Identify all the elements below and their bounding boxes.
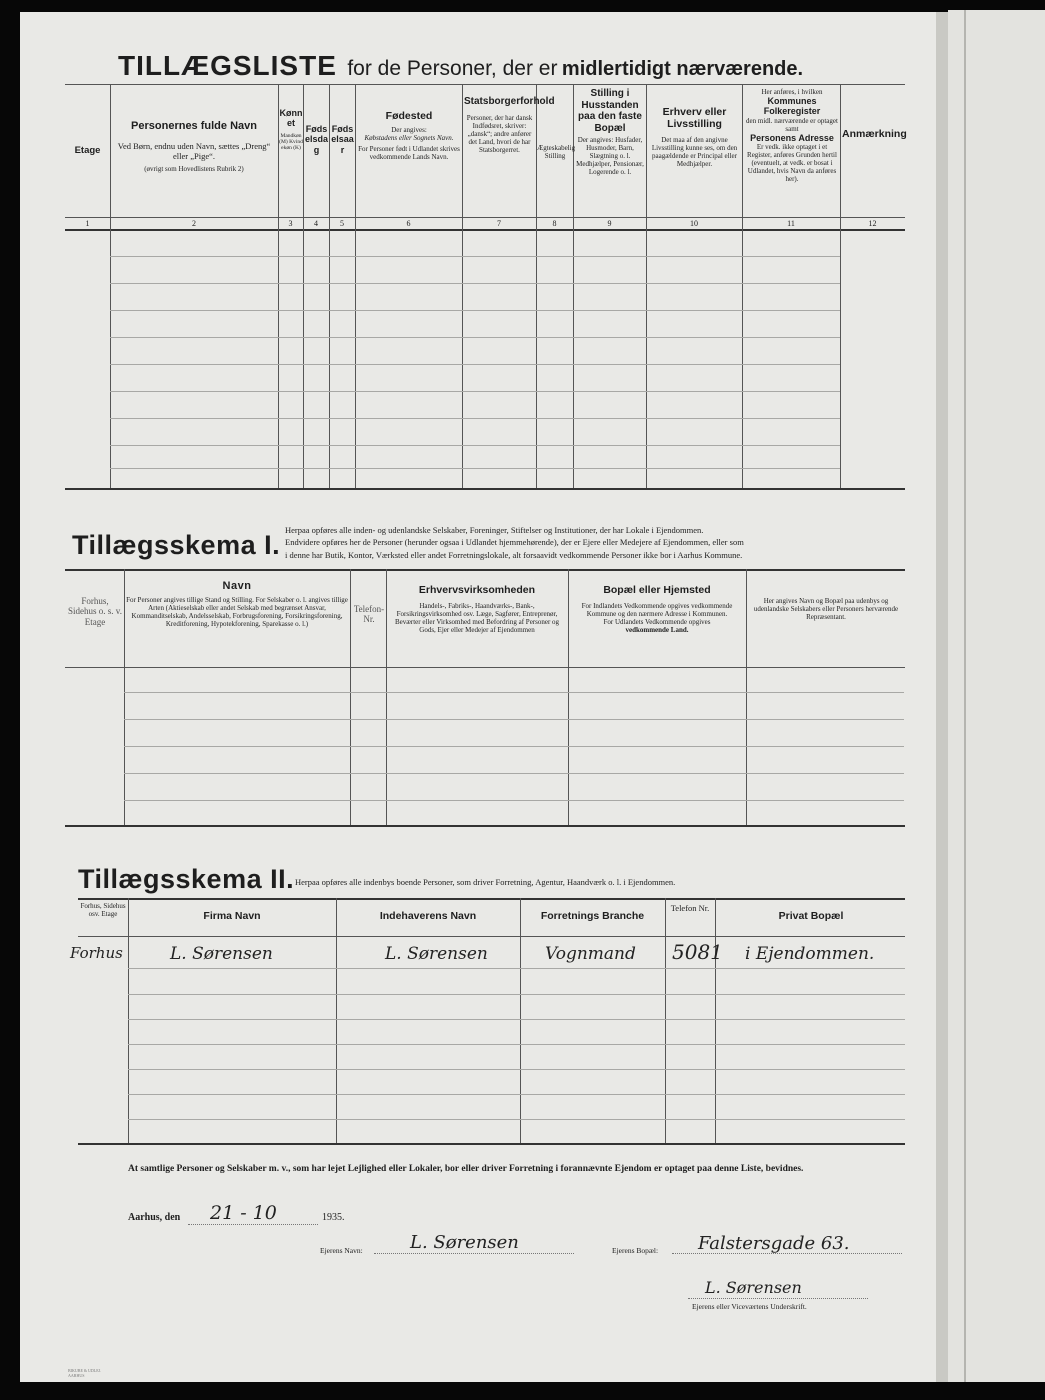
owner-name-handwritten: L. Sørensen — [410, 1232, 519, 1253]
col-register-title2: Personens Adresse — [750, 132, 834, 143]
schema1-intro-line: Endvidere opføres her de Personer (herunder ogsaa i Udlandet hjemmehørende), der er Ejere eller Medejere af Ejendommen, eller som — [285, 537, 744, 548]
col-birthplace-note3: For Personer født i Udlandet skrives vedkommende Lands Navn. — [358, 145, 460, 162]
col-name-header — [112, 120, 276, 173]
schema2-row-rule — [128, 968, 905, 969]
schema1-row-rule — [124, 692, 904, 693]
schema1-intro — [285, 524, 925, 561]
col-citizenship-title: Statsborgerforhold — [464, 96, 555, 107]
schema2-col-divider — [128, 898, 129, 1143]
form-title — [118, 50, 918, 82]
schema2-col-phone: Telefon Nr. — [670, 903, 710, 913]
schema1-intro-line: Herpaa opføres alle inden- og udenlandske Selskaber, Foreninger, Stiftelser og Institutioner, der har Lokale i Ejendommen. — [285, 525, 704, 535]
schema1-bottom-rule — [65, 825, 905, 827]
schema1-col-representative: Her angives Navn og Bopæl paa udenbys og udenlandske Selskabers eller Personers herværende Repræsentant. — [753, 597, 899, 622]
col-birthplace-header — [357, 110, 461, 161]
col-birthplace-note2: Købstadens eller Sognets Navn. — [364, 134, 454, 143]
col-number: 3 — [288, 219, 293, 228]
col-number: 8 — [552, 219, 557, 228]
date-dotted-line — [188, 1224, 318, 1225]
col-number: 9 — [607, 219, 612, 228]
col-number: 10 — [690, 219, 698, 228]
col-number: 7 — [497, 219, 501, 228]
signature-label: Ejerens eller Viceværtens Underskrift. — [692, 1302, 807, 1311]
schema1-row-rule — [124, 773, 904, 774]
list-row-rule — [110, 337, 840, 338]
title-bold-end: midlertidigt nærværende. — [561, 58, 804, 80]
owner-address-label: Ejerens Bopæl: — [612, 1246, 659, 1255]
schema2-col-divider — [520, 898, 521, 1143]
col-name-note: Ved Børn, endnu uden Navn, sættes „Dreng“ eller „Pige“. — [117, 140, 271, 161]
attestation-text: At samtlige Personer og Selskaber m. v., som har lejet Lejlighed eller Lokaler, bor eller driver Forretning i forannævnte Ejendom er optaget paa denne Liste, bevidnes. — [128, 1164, 804, 1174]
schema1-col-residence-note1: For Indlandets Vedkommende opgives vedkommende Kommune og den nærmere Adresse i Kommunen. — [581, 602, 733, 619]
list-col-divider — [462, 84, 463, 488]
col-number: 12 — [868, 219, 877, 228]
schema2-col-divider — [336, 898, 337, 1143]
schema2-col-firm: Firma Navn — [203, 910, 261, 922]
schema1-col-divider — [350, 569, 351, 825]
adjacent-page-edge — [948, 10, 1045, 1382]
col-citizenship-note: Personer, der har dansk Indfødsret, skriver: „dansk“; andre anfører det Land, hvori de har Statsborgerret. — [466, 113, 533, 154]
col-name-title: Personernes fulde Navn — [131, 120, 257, 132]
col-etage-header: Etage — [74, 145, 101, 156]
col-household-title: Stilling i Husstanden paa den faste — [578, 88, 642, 122]
col-household-header — [574, 88, 646, 176]
schema1-top-rule — [65, 569, 905, 571]
col-number: 4 — [314, 219, 318, 228]
schema1-col-divider — [124, 569, 125, 825]
schema1-col-business-title: Erhvervsvirksomheden — [418, 584, 536, 596]
schema1-col-residence-title: Bopæl eller Hjemsted — [603, 584, 711, 596]
col-number: 5 — [340, 219, 344, 228]
col-register-pre: Her anføres, i hvilken — [761, 88, 823, 96]
list-bottom-rule — [65, 488, 905, 490]
schema2-row1-floor: Forhus — [70, 944, 123, 962]
schema1-header-rule — [65, 667, 905, 668]
title-main: TILLÆGSLISTE — [118, 50, 337, 81]
col-household-note: Der angives: Husfader, Husmoder, Barn, Slægtning o. l. Medhjælper, Pensionær, Logerende o. l. — [576, 136, 644, 177]
col-register-mid: den midl. nærværende er optaget samt — [746, 116, 838, 133]
schema2-bottom-rule — [78, 1143, 905, 1145]
schema1-col-name-title: Navn — [222, 580, 252, 592]
schema2-header-rule — [78, 936, 905, 937]
schema1-col-floor: Forhus, Sidehus o. s. v. Etage — [68, 596, 122, 627]
col-name-note2: (øvrigt som Hovedlistens Rubrik 2) — [144, 165, 244, 174]
col-number: 1 — [85, 219, 90, 228]
year-label: 1935. — [322, 1212, 345, 1223]
schema2-row1-firm: L. Sørensen — [170, 944, 273, 964]
schema1-col-residence-note2: For Udlandets Vedkommende opgives — [603, 618, 711, 627]
owner-name-label: Ejerens Navn: — [320, 1246, 363, 1255]
schema2-top-rule — [78, 898, 905, 900]
col-occupation-title: Erhverv eller Livsstilling — [662, 106, 727, 131]
list-row-rule — [110, 418, 840, 419]
list-col-divider — [646, 84, 647, 488]
list-row-rule — [110, 256, 840, 257]
owner-dotted-line — [374, 1253, 574, 1254]
schema2-intro: Herpaa opføres alle indenbys boende Personer, som driver Forretning, Agentur, Haandværk o. l. i Ejendommen. — [295, 877, 676, 887]
schema2-col-owner: Indehaverens Navn — [379, 910, 477, 922]
schema2-row-rule — [128, 1069, 905, 1070]
col-gender-note: Mandkøn (M) Kvindekøn (K) — [279, 132, 303, 152]
schema2-row1-residence: i Ejendommen. — [745, 944, 875, 964]
schema2-col-divider — [715, 898, 716, 1143]
col-remarks-header: Anmærkning — [842, 128, 907, 140]
schema2-row-rule — [128, 1044, 905, 1045]
list-row-rule — [110, 391, 840, 392]
list-row-rule — [110, 283, 840, 284]
col-gender-title: Kønnet — [279, 108, 303, 129]
schema1-row-rule — [124, 800, 904, 801]
schema1-col-divider — [568, 569, 569, 825]
schema1-intro-line: i denne har Butik, Kontor, Værksted eller andet Forretningslokale, alt forsaavidt vedkommende Personer ikke bor i Aarhus Kommune. — [285, 549, 743, 560]
signature-dotted-line — [688, 1298, 868, 1299]
book-spine — [936, 12, 948, 1382]
city-label: Aarhus, den — [128, 1212, 181, 1223]
census-form-page — [20, 12, 936, 1382]
schema1-title: Tillægsskema I. — [72, 530, 281, 560]
list-col-divider — [840, 84, 841, 488]
col-gender-header — [279, 108, 303, 152]
col-birthplace-title: Fødested — [385, 110, 433, 122]
schema1-col-phone: Telefon-Nr. — [353, 604, 385, 625]
list-top-rule — [65, 84, 905, 85]
schema2-row1-phone: 5081 — [672, 940, 723, 964]
schema1-col-business — [388, 584, 566, 634]
signature-handwritten: L. Sørensen — [705, 1278, 802, 1297]
col-birthyear-header: Fødselsaar — [331, 124, 354, 155]
owner-address-handwritten: Falstersgade 63. — [698, 1233, 850, 1254]
schema2-row-rule — [128, 994, 905, 995]
list-row-rule — [110, 310, 840, 311]
col-household-title2: Bopæl — [594, 122, 626, 134]
col-citizenship-header — [464, 96, 555, 154]
col-birthday-header: Fødselsdag — [304, 124, 328, 155]
col-register-note: Er vedk. ikke optaget i et Register, anføres Grunden hertil (eventuelt, at vedk. er bosat i Udlandet, hvis Navn da anføres her). — [747, 143, 837, 184]
schema1-col-residence-note3: vedkommende Land. — [625, 626, 689, 635]
col-occupation-note: Det maa af den angivne Livsstilling kunne ses, om den paagældende er Principal eller Medhjælper. — [651, 136, 738, 169]
schema1-col-residence — [570, 584, 744, 634]
title-rest: for de Personer, der er — [347, 57, 558, 80]
schema2-title: Tillægsskema II. — [78, 864, 295, 894]
date-handwritten: 21 - 10 — [210, 1202, 277, 1224]
list-row-rule — [110, 445, 840, 446]
printer-mark: BIKUBE & UDLEJ. AARHUS — [68, 1368, 102, 1378]
list-col-divider — [110, 84, 111, 488]
schema2-row-rule — [128, 1094, 905, 1095]
col-number: 11 — [787, 219, 795, 228]
schema2-col-divider — [665, 898, 666, 1143]
col-occupation-header — [648, 106, 741, 168]
schema1-col-business-note: Handels-, Fabriks-, Haandværks-, Bank-, Forsikringsvirksomhed osv. Læge, Sagfører, Entreprenør, Beværter eller Virksomhed med Befordring af Personer og Gods, Ejer eller Medejer af Ejendommen — [394, 602, 560, 635]
schema2-row-rule — [128, 1119, 905, 1120]
schema1-col-name-note: For Personer angives tillige Stand og Stilling. For Selskaber o. l. angives tillige Arten (Aktieselskab eller andet Selskab med begrænset Ansvar, Kommanditselskab, Andelsselskab, Forbrugsforening, Forsikringsforening, Kreditforening, Hypotekforening, Sparekasse o. l.) — [126, 595, 348, 628]
list-col-divider — [355, 84, 356, 488]
list-row-rule — [110, 468, 840, 469]
col-register-title: Kommunes Folkeregister — [763, 96, 821, 117]
schema2-col-floor: Forhus, Sidehus osv. Etage — [80, 902, 126, 919]
col-number: 2 — [192, 219, 196, 228]
col-register-header — [744, 88, 840, 183]
schema1-col-divider — [746, 569, 747, 825]
schema1-row-rule — [124, 719, 904, 720]
col-number: 6 — [406, 219, 411, 228]
schema2-row1-branch: Vognmand — [545, 944, 636, 964]
schema2-col-private-residence: Privat Bopæl — [778, 910, 844, 922]
col-marital-header: Ægteskabelig Stilling — [537, 144, 576, 161]
schema2-col-branch: Forretnings Branche — [540, 910, 645, 922]
schema1-col-name — [126, 580, 348, 628]
schema2-row1-owner: L. Sørensen — [385, 944, 488, 964]
schema1-col-divider — [386, 569, 387, 825]
schema1-row-rule — [124, 746, 904, 747]
list-row-rule — [110, 364, 840, 365]
list-header-rule — [65, 217, 905, 218]
list-col-divider — [742, 84, 743, 488]
col-birthplace-note1: Der angives: — [391, 126, 427, 135]
schema2-row-rule — [128, 1019, 905, 1020]
list-numbers-rule — [65, 229, 905, 231]
